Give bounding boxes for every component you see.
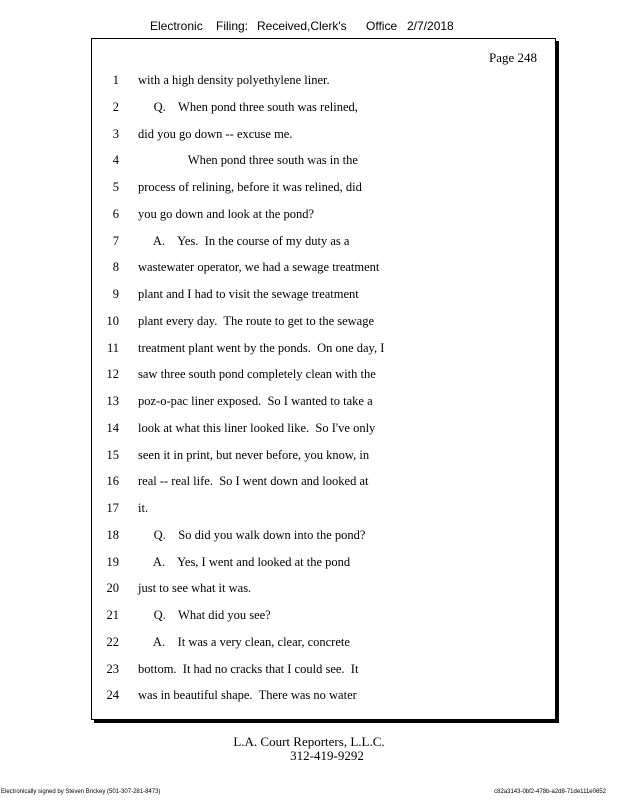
line-text: it. bbox=[138, 501, 149, 515]
line-number: 18 bbox=[106, 527, 119, 542]
transcript-line bbox=[92, 474, 555, 494]
court-reporter-name: L.A. Court Reporters, L.L.C. bbox=[233, 734, 385, 749]
transcript-line bbox=[92, 287, 555, 307]
line-text: Q. What did you see? bbox=[138, 608, 271, 622]
transcript-line bbox=[92, 73, 555, 93]
line-number: 10 bbox=[106, 313, 119, 328]
transcript-line bbox=[92, 528, 555, 548]
line-text: plant and I had to visit the sewage treatment bbox=[138, 287, 359, 301]
line-text: real -- real life. So I went down and looked at bbox=[138, 474, 369, 489]
transcript-page bbox=[91, 38, 556, 720]
line-number: 8 bbox=[112, 260, 119, 275]
court-reporter-phone: 312-419-9292 bbox=[290, 748, 364, 763]
line-number: 14 bbox=[106, 420, 119, 435]
line-text: with a high density polyethylene liner. bbox=[138, 73, 330, 87]
line-text: plant every day. The route to get to the sewage bbox=[138, 313, 375, 328]
transcript-line bbox=[92, 448, 555, 468]
line-text: just to see what it was. bbox=[138, 581, 252, 596]
electronic-signature: Electronically signed by Steven Brickey (501-307-281-8473) bbox=[1, 789, 161, 795]
line-text: A. It was a very clean, clear, concrete bbox=[138, 634, 350, 649]
line-number: 17 bbox=[106, 501, 119, 515]
line-text: treatment plant went by the ponds. On one day, I bbox=[138, 340, 385, 355]
line-number: 19 bbox=[106, 554, 119, 569]
line-text: wastewater operator, we had a sewage treatment bbox=[138, 260, 380, 275]
line-number: 6 bbox=[112, 206, 119, 221]
filing-header-office: Office bbox=[366, 19, 398, 33]
transcript-line bbox=[92, 260, 555, 280]
transcript-line bbox=[92, 153, 555, 173]
line-number: 1 bbox=[112, 73, 119, 87]
line-text: Q. So did you walk down into the pond? bbox=[138, 527, 366, 542]
line-number: 23 bbox=[106, 661, 119, 676]
filing-header bbox=[0, 19, 618, 39]
line-number: 12 bbox=[106, 367, 119, 382]
line-number: 2 bbox=[112, 99, 119, 114]
transcript-line bbox=[92, 394, 555, 414]
line-number: 11 bbox=[106, 340, 119, 355]
filing-header-date: 2/7/2018 bbox=[407, 19, 454, 33]
line-text: did you go down -- excuse me. bbox=[138, 126, 293, 141]
transcript-line bbox=[92, 688, 555, 708]
document-hash: c82a3143-0bf2-478b-a2d8-71de111e0652 bbox=[494, 789, 606, 795]
transcript-line bbox=[92, 635, 555, 655]
line-text: saw three south pond completely clean with the bbox=[138, 367, 376, 382]
line-text: seen it in print, but never before, you know, in bbox=[138, 447, 370, 462]
filing-header-electronic: Electronic bbox=[150, 19, 203, 33]
line-text: you go down and look at the pond? bbox=[138, 206, 315, 221]
line-number: 21 bbox=[106, 608, 119, 622]
filing-header-received: Received,Clerk's bbox=[257, 19, 347, 33]
line-text: Q. When pond three south was relined, bbox=[138, 99, 358, 114]
line-text: process of relining, before it was relined, did bbox=[138, 180, 362, 194]
line-number: 9 bbox=[112, 287, 119, 301]
page-number: Page 248 bbox=[488, 50, 537, 65]
filing-header-filing: Filing: bbox=[216, 19, 249, 33]
line-number: 5 bbox=[112, 180, 119, 194]
transcript-line bbox=[92, 127, 555, 147]
line-text: poz-o-pac liner exposed. So I wanted to take a bbox=[138, 394, 373, 408]
line-text: A. Yes, I went and looked at the pond bbox=[138, 554, 351, 569]
line-number: 15 bbox=[106, 447, 119, 462]
transcript-line bbox=[92, 207, 555, 227]
line-number: 24 bbox=[106, 688, 119, 703]
line-text: A. Yes. In the course of my duty as a bbox=[138, 233, 350, 248]
transcript-line bbox=[92, 421, 555, 441]
transcript-line bbox=[92, 555, 555, 575]
line-number: 7 bbox=[112, 233, 119, 248]
transcript-line bbox=[92, 501, 555, 521]
line-number: 13 bbox=[106, 394, 119, 408]
transcript-line bbox=[92, 314, 555, 334]
line-number: 3 bbox=[112, 126, 119, 141]
transcript-line bbox=[92, 581, 555, 601]
transcript-line bbox=[92, 367, 555, 387]
transcript-line bbox=[92, 608, 555, 628]
line-text: bottom. It had no cracks that I could see. It bbox=[138, 661, 359, 676]
line-number: 4 bbox=[112, 153, 119, 168]
transcript-line bbox=[92, 100, 555, 120]
line-number: 20 bbox=[106, 581, 119, 596]
transcript-line bbox=[92, 341, 555, 361]
line-text: look at what this liner looked like. So I've only bbox=[138, 420, 376, 435]
line-number: 22 bbox=[106, 634, 119, 649]
line-text: When pond three south was in the bbox=[138, 153, 358, 168]
transcript-line bbox=[92, 234, 555, 254]
line-text: was in beautiful shape. There was no water bbox=[138, 688, 357, 703]
transcript-line bbox=[92, 662, 555, 682]
line-number: 16 bbox=[106, 474, 119, 489]
transcript-line bbox=[92, 180, 555, 200]
